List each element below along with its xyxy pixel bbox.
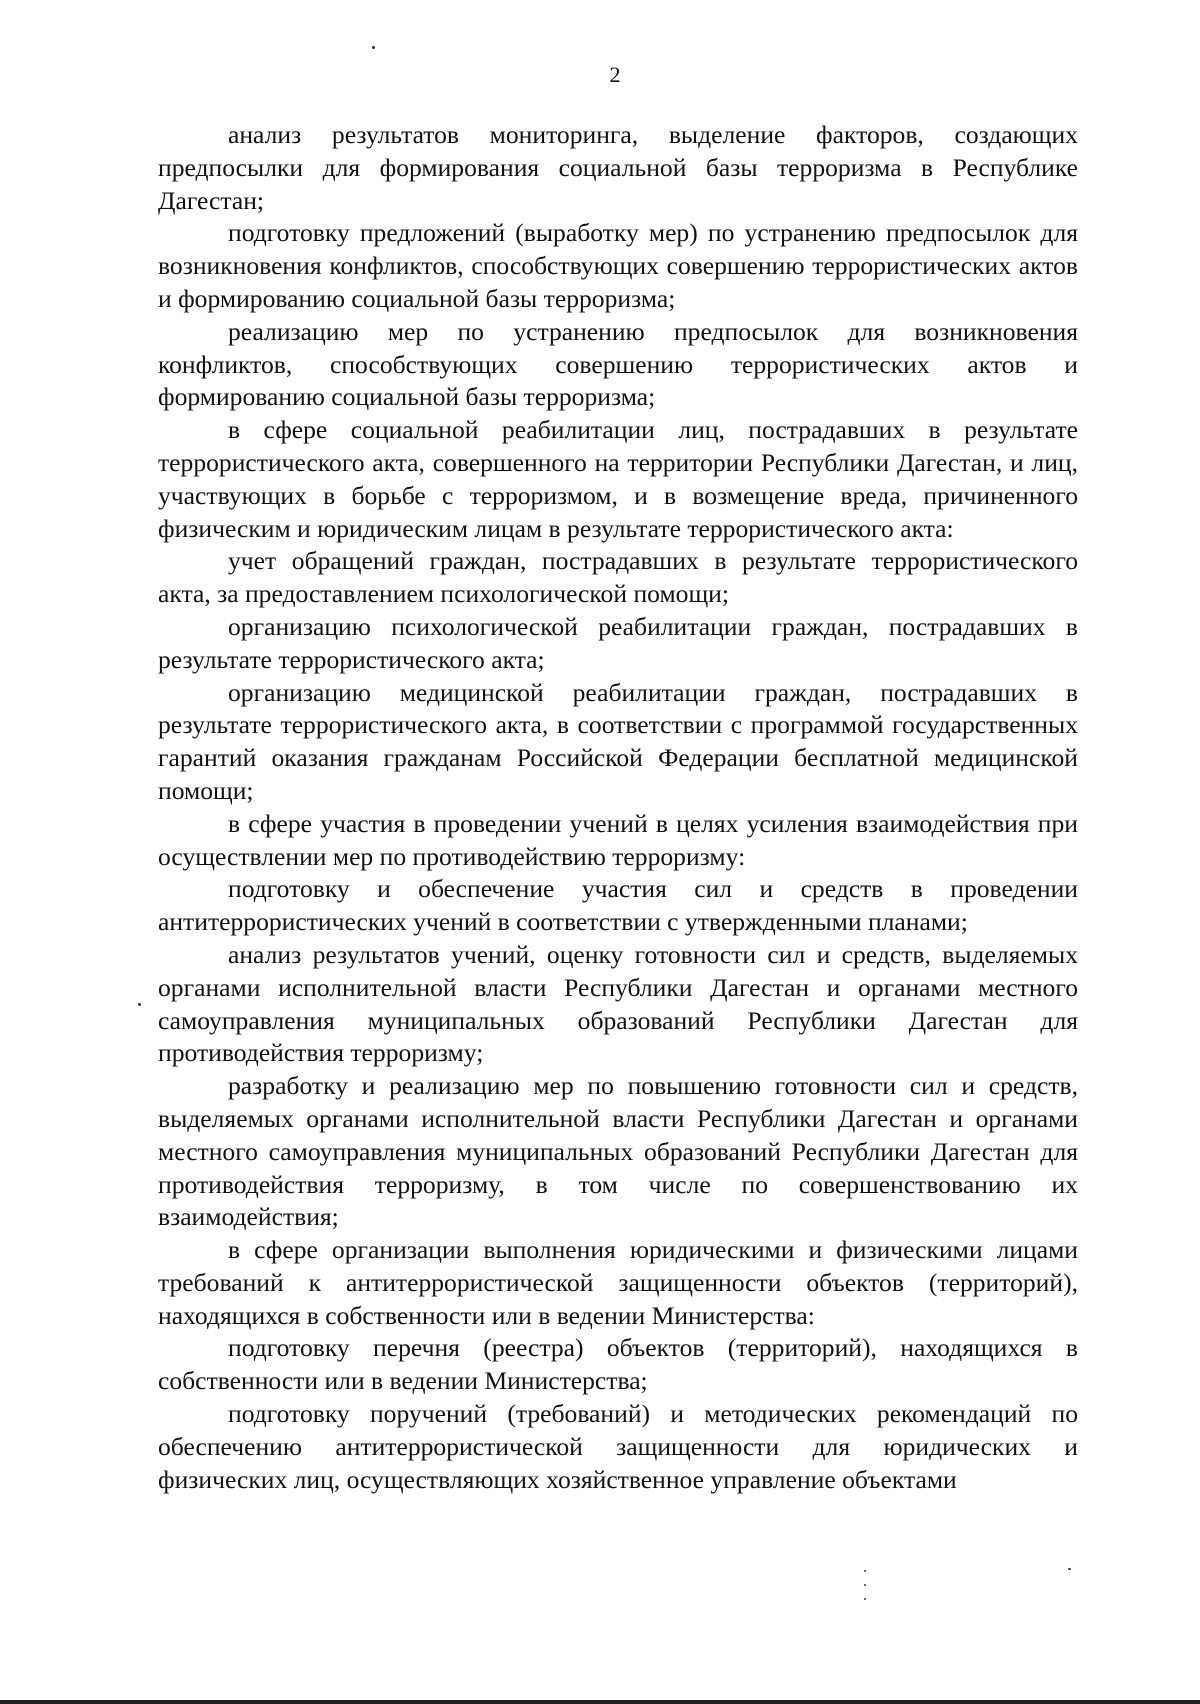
paragraph: анализ результатов учений, оценку готовности сил и средств, выделяемых органами исполнительной власти Республики Дагестан и органами местного самоуправления муниципальных образований Республики Дагестан для противодействия терроризму; bbox=[158, 939, 1078, 1068]
scan-speck bbox=[372, 46, 375, 49]
scan-edge-line bbox=[0, 1700, 1200, 1704]
scan-speck bbox=[864, 1598, 866, 1600]
paragraph: подготовку и обеспечение участия сил и средств в проведении антитеррористических учений в соответствии с утвержденными планами; bbox=[158, 874, 1078, 937]
paragraph: в сфере участия в проведении учений в целях усиления взаимодействия при осуществлении мер по противодействию терроризму: bbox=[158, 808, 1078, 871]
paragraph: в сфере организации выполнения юридическими и физическими лицами требований к антитеррористической защищенности объектов (территорий), находящихся в собственности или в ведении Министерства: bbox=[158, 1235, 1078, 1330]
paragraph: организацию психологической реабилитации граждан, пострадавших в результате террористического акта; bbox=[158, 611, 1078, 674]
scan-speck bbox=[138, 1003, 141, 1006]
paragraph: реализацию мер по устранению предпосылок для возникновения конфликтов, способствующих совершению террористических актов и формированию социальной базы терроризма; bbox=[158, 316, 1078, 412]
paragraph: подготовку поручений (требований) и методических рекомендаций по обеспечению антитеррористической защищенности для юридических и физических лиц, осуществляющих хозяйственное управление объектами bbox=[158, 1399, 1078, 1494]
paragraph: анализ результатов мониторинга, выделение факторов, создающих предпосылки для формирования социальной базы терроризма в Республике Дагестан; bbox=[158, 120, 1078, 215]
paragraph: подготовку предложений (выработку мер) по устранению предпосылок для возникновения конфликтов, способствующих совершению террористических актов и формированию социальной базы терроризма; bbox=[158, 218, 1078, 313]
scan-speck bbox=[1068, 1568, 1071, 1570]
paragraph: подготовку перечня (реестра) объектов (территорий), находящихся в собственности или в ведении Министерства; bbox=[158, 1333, 1078, 1396]
scan-speck bbox=[864, 1570, 866, 1572]
paragraph: в сфере социальной реабилитации лиц, пострадавших в результате террористического акта, совершенного на территории Республики Дагестан, и лиц, участвующих в борьбе с терроризмом, и в возмещение вреда, причиненного физическим и юридическим лицам в результате террористического акта: bbox=[158, 415, 1078, 543]
paragraph: учет обращений граждан, пострадавших в результате террористического акта, за предоставлением психологической помощи; bbox=[158, 546, 1078, 609]
document-body bbox=[158, 119, 1078, 1496]
paragraph: разработку и реализацию мер по повышению готовности сил и средств, выделяемых органами исполнительной власти Республики Дагестан и органами местного самоуправления муниципальных образований Республики Дагестан для противодействия терроризму, в том числе по совершенствованию их взаимодействия; bbox=[158, 1071, 1078, 1232]
paragraph: организацию медицинской реабилитации граждан, пострадавших в результате террористического акта, в соответствии с программой государственных гарантий оказания гражданам Российской Федерации бесплатной медицинской помощи; bbox=[158, 677, 1078, 805]
page-number: 2 bbox=[609, 62, 621, 87]
scan-speck bbox=[864, 1584, 866, 1586]
